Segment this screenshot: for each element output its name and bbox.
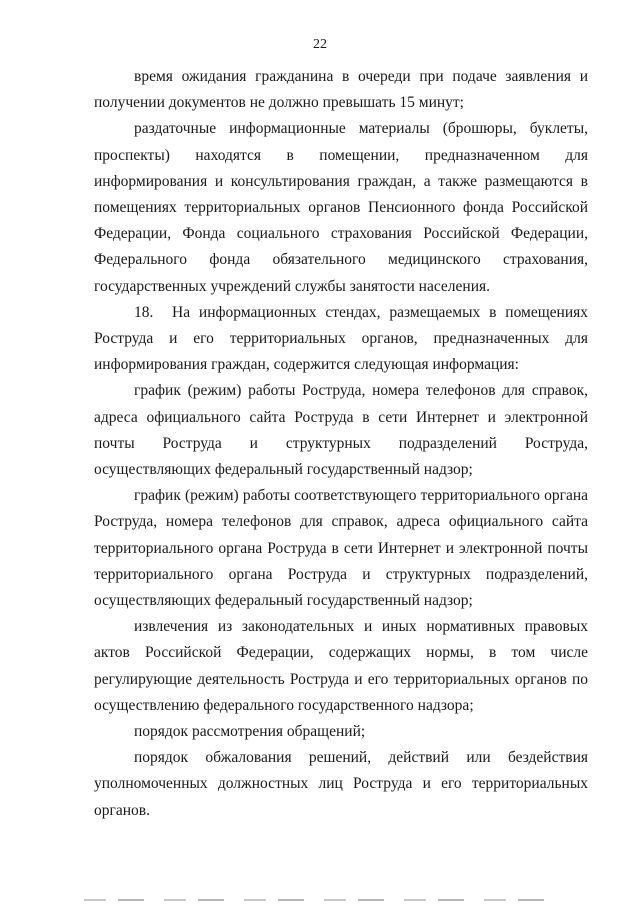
document-body (94, 64, 588, 824)
paragraph-18-text: На информационных стендах, размещаемых в помещениях Роструда и его территориальных органов, предназначенных для информирования граждан, содержится следующая информация: (94, 303, 588, 374)
page-number: 22 (313, 37, 327, 52)
paragraph-18-information-stands (94, 300, 588, 379)
scan-edge-artifact (84, 899, 554, 901)
paragraph-appeals-procedure: порядок рассмотрения обращений; (134, 723, 366, 741)
paragraph-territorial-schedule: график (режим) работы соответствующего территориального органа Роструда, номера телефонов для справок, адреса официального сайта территориального органа Роструда в сети Интернет и электронной почты территориального органа Роструда и структурных подразделений, осуществляющих федеральный государственный надзор; (94, 487, 588, 610)
paragraph-rostrud-schedule: график (режим) работы Роструда, номера телефонов для справок, адреса официального сайта Роструда в сети Интернет и электронной почты Роструда и структурных подразделений Роструда, осуществляющих федеральный государственный надзор; (94, 382, 588, 479)
paragraph-complaint-procedure: порядок обжалования решений, действий или бездействия уполномоченных должностных лиц Роструда и его территориальных органов. (94, 749, 588, 819)
paragraph-handout-materials: раздаточные информационные материалы (брошюры, буклеты, проспекты) находятся в помещении, предназначенном для информирования и консультирования граждан, а также размещаются в помещениях территориальных органов Пенсионного фонда Российской Федерации, Фонда социального страхования Российской Федерации, Федерального фонда обязательного медицинского страхования, государственных учреждений службы занятости населения. (94, 120, 588, 295)
paragraph-number: 18. (134, 303, 154, 321)
paragraph-waiting-time: время ожидания гражданина в очереди при подаче заявления и получении документов не должно превышать 15 минут; (94, 68, 588, 112)
paragraph-legal-extracts: извлечения из законодательных и иных нормативных правовых актов Российской Федерации, содержащих нормы, в том числе регулирующие деятельность Роструда и его территориальных органов по осуществлению федерального государственного надзора; (94, 618, 588, 714)
